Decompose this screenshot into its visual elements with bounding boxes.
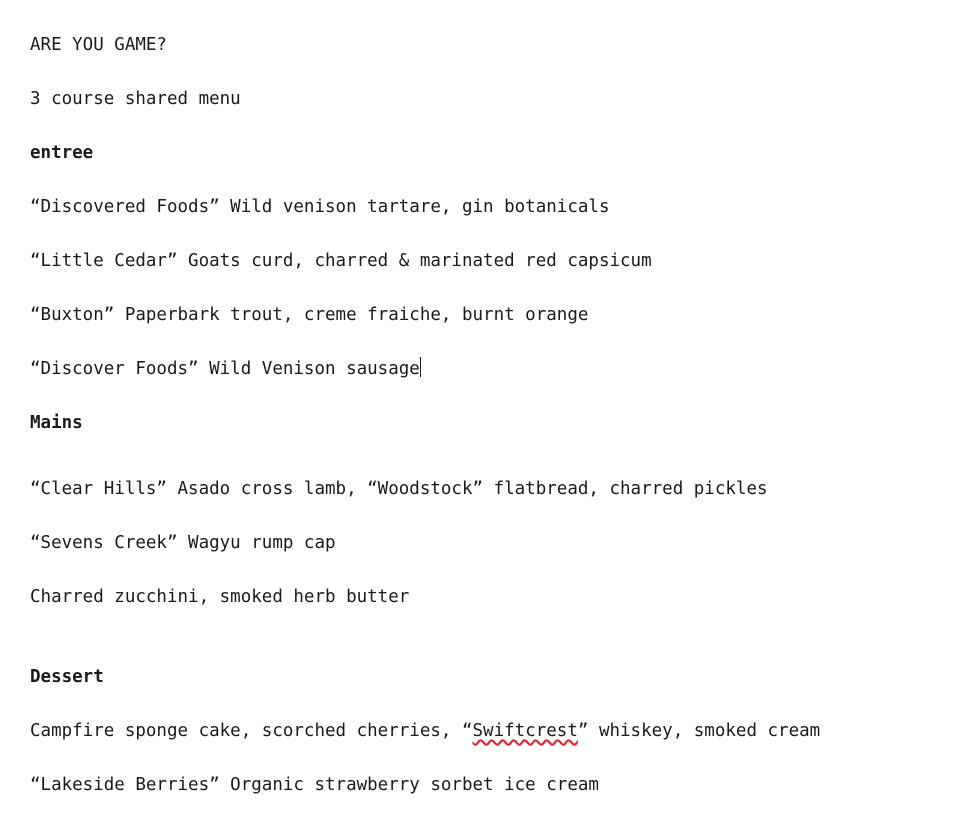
document-title: ARE YOU GAME? [30,35,167,55]
section-heading-entree: entree [30,143,94,163]
dessert-item-1-part-3: ” whiskey, smoked cream [577,721,821,741]
misspelled-word[interactable]: Swiftcrest [472,721,578,741]
blank-line-1 [30,450,956,462]
dessert-item-1-part-1: Campfire sponge cake, scorched cherries, “ [30,721,473,741]
document-subtitle: 3 course shared menu [30,89,241,109]
mains-item-1: “Clear Hills” Asado cross lamb, “Woodstock” flatbread, charred pickles [30,479,768,499]
section-heading-mains: Mains [30,413,83,433]
entree-item-1: “Discovered Foods” Wild venison tartare, gin botanicals [30,197,610,217]
text-cursor [420,357,421,377]
entree-item-4-text: “Discover Foods” Wild Venison sausage [30,359,420,379]
mains-item-3: Charred zucchini, smoked herb butter [30,587,410,607]
entree-item-4 [30,342,956,396]
blank-line-2 [30,624,956,650]
mains-item-2: “Sevens Creek” Wagyu rump cap [30,533,336,553]
entree-item-3: “Buxton” Paperbark trout, creme fraiche, burnt orange [30,305,589,325]
section-heading-dessert: Dessert [30,667,104,687]
dessert-item-2: “Lakeside Berries” Organic strawberry sorbet ice cream [30,775,599,795]
dessert-item-1 [30,704,956,758]
entree-item-2: “Little Cedar” Goats curd, charred & marinated red capsicum [30,251,652,271]
